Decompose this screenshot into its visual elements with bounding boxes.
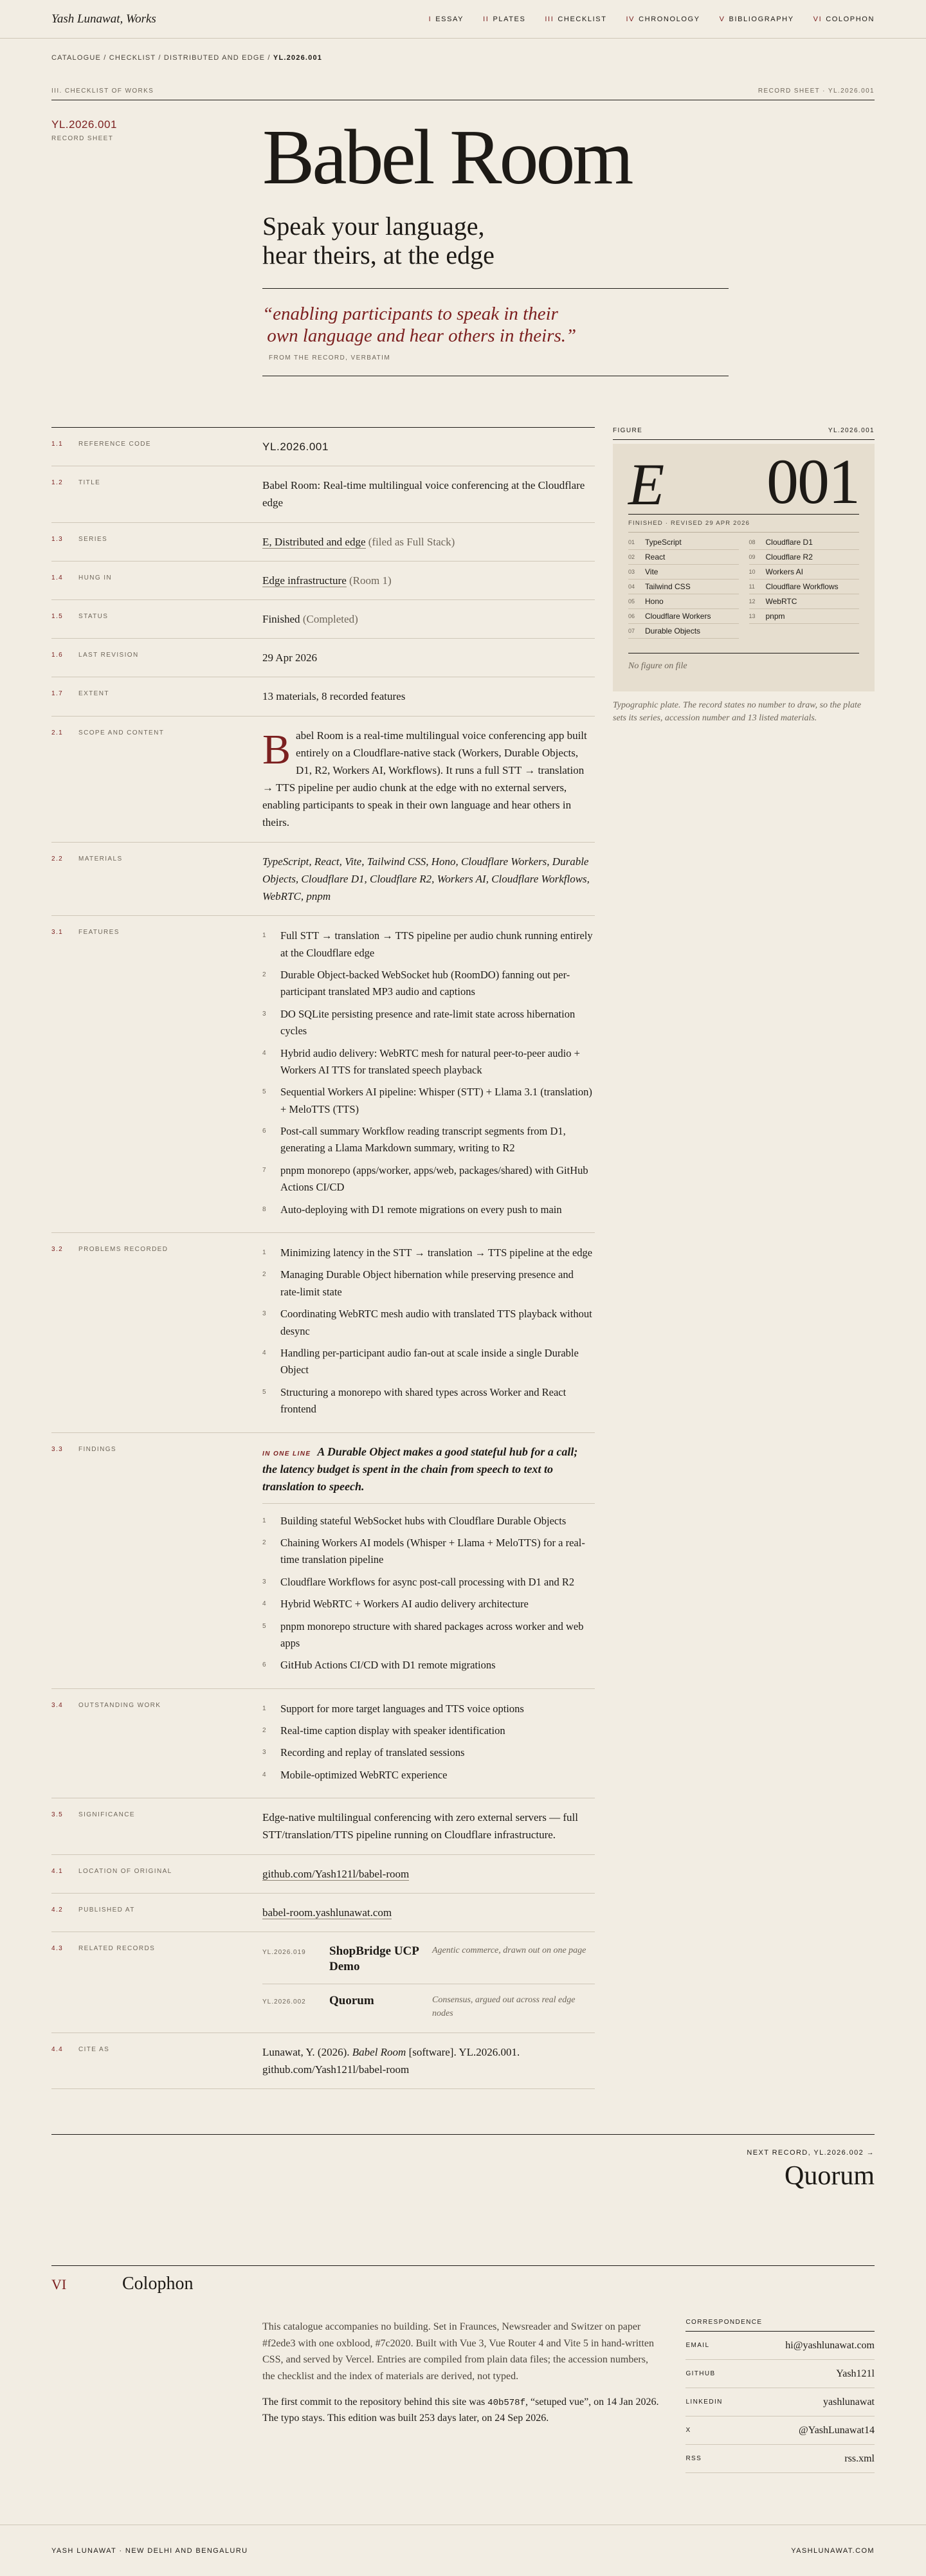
record-row-findings: 3.3 FINDINGS IN ONE LINE A Durable Object makes a good stateful hub for a call; the latency budget is spent in the chain from speech to text to translation to speech. 1 Building stateful WebSocket hubs with Cloudflare Durable Objects 2 Chaining Workers AI models (Whisper + Llama + MeloTTS) for a real-time translation pipeline 3 Cloudflare Workflows for async post-call processing with D1 and R2 4 Hybrid WebRTC + Workers AI audio delivery architecture 5 pnpm monorepo structure with shared packages across worker and web apps 6 GitHub Actions CI/CD with D1 remote migrations xyxy=(51,1433,595,1689)
site-footer xyxy=(0,2525,926,2576)
outstanding-list xyxy=(262,1699,595,1788)
list-item: 5 Sequential Workers AI pipeline: Whisper (STT) + Llama 3.1 (translation) + MeloTTS (TTS) xyxy=(262,1086,592,1115)
list-item: 6 GitHub Actions CI/CD with D1 remote migrations xyxy=(262,1659,496,1672)
extent-value: 13 materials, 8 recorded features xyxy=(262,690,406,703)
record-row-reference: 1.1 REFERENCE CODE YL.2026.001 xyxy=(51,428,595,466)
list-item: 4 Hybrid WebRTC + Workers AI audio delivery architecture xyxy=(262,1598,529,1611)
features-list xyxy=(262,926,595,1222)
accession-id: YL.2026.001 xyxy=(51,118,117,131)
record-row-related: 4.3 RELATED RECORDS YL.2026.019 ShopBridge UCP Demo Agentic commerce, drawn out on one page YL.2026.002 Quorum Consensus, argued out across real edge nodes xyxy=(51,1932,595,2033)
record-row-outstanding: 3.4 OUTSTANDING WORK 1 Support for more target languages and TTS voice options 2 Real-time caption display with speaker identification 3 Recording and replay of translated sessions 4 Mobile-optimized WebRTC experience xyxy=(51,1689,595,1799)
list-item: 6 Post-call summary Workflow reading transcript segments from D1, generating a Llama Markdown summary, writing to R2 xyxy=(262,1125,566,1155)
nav-essay[interactable]: I ESSAY xyxy=(428,15,464,23)
record-row-significance: 3.5 SIGNIFICANCE Edge-native multilingual conferencing with zero external servers — full STT/translation/TTS pipeline running on Cloudflare infrastructure. xyxy=(51,1798,595,1854)
top-nav xyxy=(0,0,926,39)
list-item: 13 pnpm xyxy=(749,609,860,624)
typographic-plate xyxy=(613,444,875,691)
list-item: 05 Hono xyxy=(628,594,739,609)
list-item: 5 pnpm monorepo structure with shared packages across worker and web apps xyxy=(262,1620,584,1649)
list-item: 8 Auto-deploying with D1 remote migrations on every push to main xyxy=(262,1203,562,1216)
list-item: 09 Cloudflare R2 xyxy=(749,550,860,565)
list-item: 08 Cloudflare D1 xyxy=(749,535,860,550)
list-item: 5 Structuring a monorepo with shared types across Worker and React frontend xyxy=(262,1385,567,1416)
brand-link[interactable]: Yash Lunawat, Works xyxy=(51,12,156,26)
record-table xyxy=(51,427,595,2089)
colophon-text: This catalogue accompanies no building. Set in Fraunces, Newsreader and Switzer on paper #f2ede3 with one oxblood, #7c2020. Built with Vue 3, Vue Router 4 and Vite 5 in hand-written CSS, and served by Vercel. Entries are compiled from plain data files; the accession numbers, the checklist and the index of materials are derived, not typed. The first commit to the repository behind this site was 40b578f, “setuped vue”, on 14 Jan 2026. The typo stays. This edition was built 253 days later, on 24 Sep 2026. xyxy=(262,2321,659,2424)
status-value: Finished xyxy=(262,612,300,625)
record-row-problems: 3.2 PROBLEMS RECORDED 1 Minimizing latency in the STT → translation → TTS pipeline at the edge 2 Managing Durable Object hibernation while preserving presence and rate-limit state 3 Coordinating WebRTC mesh audio with translated TTS playback without desync 4 Handling per-participant audio fan-out at scale inside a single Durable Object 5 Structuring a monorepo with shared types across Worker and React frontend xyxy=(51,1233,595,1433)
list-item: 04 Tailwind CSS xyxy=(628,580,739,594)
list-item: 4 Hybrid audio delivery: WebRTC mesh for natural peer-to-peer audio + Workers AI TTS for translated speech playback xyxy=(262,1046,580,1076)
contact-github: GITHUB Yash121l xyxy=(685,2360,875,2388)
problems-list xyxy=(262,1243,595,1422)
record-row-extent: 1.7 EXTENT 13 materials, 8 recorded features xyxy=(51,677,595,716)
list-item: 4 Handling per-participant audio fan-out at scale inside a single Durable Object xyxy=(262,1347,579,1376)
record-title: Babel Room: Real-time multilingual voice conferencing at the Cloudflare edge xyxy=(262,479,585,509)
pull-quote: “enabling participants to speak in their own language and hear others in theirs.” xyxy=(262,303,577,346)
list-item: 12 WebRTC xyxy=(749,594,860,609)
figure-panel xyxy=(613,427,875,2089)
list-item: 3 Recording and replay of translated sessions xyxy=(262,1746,465,1759)
list-item: 7 pnpm monorepo (apps/worker, apps/web, packages/shared) with GitHub Actions CI/CD xyxy=(262,1164,588,1194)
revision-date: 29 Apr 2026 xyxy=(262,652,317,664)
contact-email: EMAIL hi@yashlunawat.com xyxy=(685,2332,875,2360)
footer-site-link[interactable]: YASHLUNAWAT.COM xyxy=(791,2546,875,2555)
nav-colophon[interactable]: VI COLOPHON xyxy=(813,15,875,23)
colophon-number: VI xyxy=(51,2276,67,2293)
page-subtitle: Speak your language, hear theirs, at the edge xyxy=(262,212,495,269)
record-row-cite: 4.4 CITE AS Lunawat, Y. (2026). Babel Room [software]. YL.2026.001. github.com/Yash121l/babel-room xyxy=(51,2033,595,2089)
breadcrumb-current: YL.2026.001 xyxy=(273,54,323,62)
list-item: 2 Managing Durable Object hibernation while preserving presence and rate-limit state xyxy=(262,1268,574,1298)
related-record-shopbridge[interactable]: YL.2026.019 ShopBridge UCP Demo Agentic commerce, drawn out on one page xyxy=(262,1935,595,1984)
nav-checklist[interactable]: III CHECKLIST xyxy=(545,15,607,23)
room-link[interactable]: Edge infrastructure xyxy=(262,574,347,587)
hero-meta xyxy=(51,118,262,403)
list-item: 3 DO SQLite persisting presence and rate-limit state across hibernation cycles xyxy=(262,1007,576,1037)
series-letter: E xyxy=(628,452,665,517)
list-item: 3 Coordinating WebRTC mesh audio with translated TTS playback without desync xyxy=(262,1308,592,1337)
nav-plates[interactable]: II PLATES xyxy=(483,15,526,23)
record-row-location: 4.1 LOCATION OF ORIGINAL github.com/Yash121l/babel-room xyxy=(51,1855,595,1894)
record-row-status: 1.5 STATUS Finished (Completed) xyxy=(51,600,595,639)
footer-byline: YASH LUNAWAT · NEW DELHI AND BENGALURU xyxy=(51,2546,248,2555)
record-section xyxy=(51,427,875,2089)
next-record-link[interactable]: NEXT RECORD, YL.2026.002 → Quorum xyxy=(51,2134,875,2231)
list-item: 10 Workers AI xyxy=(749,565,860,580)
related-record-quorum[interactable]: YL.2026.002 Quorum Consensus, argued out across real edge nodes xyxy=(262,1993,576,2019)
list-item: 02 React xyxy=(628,550,739,565)
correspondence: CORRESPONDENCE EMAIL hi@yashlunawat.com GITHUB Yash121l LINKEDIN yashlunawat X @YashLunawat14 RSS rss.xml xyxy=(685,2319,875,2473)
section-bar xyxy=(51,87,875,100)
hero xyxy=(51,100,875,403)
no-figure-note: No figure on file xyxy=(628,653,859,671)
contact-x: X @YashLunawat14 xyxy=(685,2416,875,2445)
scope-text: Babel Room is a real-time multilingual voice conferencing app built entirely on a Cloudflare-native stack (Workers, Durable Objects, D1, R2, Workers AI, Workflows). It runs a full STT → translation → TTS pipeline per audio chunk at the edge with no external servers, enabling participants to speak in their own language and hear others in theirs. xyxy=(262,726,587,829)
list-item: 01 TypeScript xyxy=(628,535,739,550)
series-link[interactable]: E, Distributed and edge xyxy=(262,535,366,548)
section-label: III. CHECKLIST OF WORKS xyxy=(51,87,154,95)
record-row-series: 1.3 SERIES E, Distributed and edge (filed as Full Stack) xyxy=(51,523,595,562)
list-item: 2 Durable Object-backed WebSocket hub (RoomDO) fanning out per-participant translated MP3 audio and captions xyxy=(262,968,570,998)
published-link[interactable]: babel-room.yashlunawat.com xyxy=(262,1906,392,1919)
record-row-hung: 1.4 HUNG IN Edge infrastructure (Room 1) xyxy=(51,562,595,600)
colophon xyxy=(51,2265,875,2473)
accession-sub: RECORD SHEET xyxy=(51,135,114,142)
divider xyxy=(262,288,729,289)
contact-linkedin: LINKEDIN yashlunawat xyxy=(685,2388,875,2416)
nav-chronology[interactable]: IV CHRONOLOGY xyxy=(626,15,700,23)
findings-summary: IN ONE LINE A Durable Object makes a good stateful hub for a call; the latency budget is spent in the chain from speech to text to translation to speech. xyxy=(262,1443,595,1504)
list-item: 2 Real-time caption display with speaker identification xyxy=(262,1724,505,1737)
record-row-title: 1.2 TITLE Babel Room: Real-time multilingual voice conferencing at the Cloudflare edge xyxy=(51,466,595,522)
nav-bibliography[interactable]: V BIBLIOGRAPHY xyxy=(719,15,794,23)
repo-link[interactable]: github.com/Yash121l/babel-room xyxy=(262,1867,410,1880)
list-item: 03 Vite xyxy=(628,565,739,580)
accession-number: 001 xyxy=(767,446,859,517)
materials-list: TypeScript, React, Vite, Tailwind CSS, Hono, Cloudflare Workers, Durable Objects, Cloudflare D1, Cloudflare R2, Workers AI, Cloudflare Workflows, WebRTC, pnpm xyxy=(262,855,590,902)
list-item: 1 Building stateful WebSocket hubs with Cloudflare Durable Objects xyxy=(262,1514,567,1527)
list-item: 07 Durable Objects xyxy=(628,624,739,639)
breadcrumb-path[interactable]: CATALOGUE / CHECKLIST / DISTRIBUTED AND EDGE / xyxy=(51,54,273,62)
contact-rss: RSS rss.xml xyxy=(685,2445,875,2473)
figure-caption: Typographic plate. The record states no number to draw, so the plate sets its series, accession number and 13 listed materials. xyxy=(613,700,862,724)
list-item: 2 Chaining Workers AI models (Whisper + Llama + MeloTTS) for a real-time translation pipeline xyxy=(262,1536,585,1566)
citation[interactable]: Lunawat, Y. (2026). Babel Room [software]. YL.2026.001. github.com/Yash121l/babel-room xyxy=(262,2045,520,2076)
hero-main xyxy=(262,114,729,403)
list-item: 1 Minimizing latency in the STT → translation → TTS pipeline at the edge xyxy=(262,1247,593,1259)
record-sheet-label: RECORD SHEET · YL.2026.001 xyxy=(758,87,875,95)
significance-text: Edge-native multilingual conferencing with zero external servers — full STT/translation/TTS pipeline running on Cloudflare infrastructure. xyxy=(262,1811,578,1841)
drop-cap: B xyxy=(262,726,291,773)
breadcrumb xyxy=(51,39,875,75)
nav-links xyxy=(429,15,875,23)
list-item: 3 Cloudflare Workflows for async post-call processing with D1 and R2 xyxy=(262,1575,575,1588)
reference-code: YL.2026.001 xyxy=(262,441,329,453)
findings-list xyxy=(262,1512,595,1678)
record-row-published: 4.2 PUBLISHED AT babel-room.yashlunawat.com xyxy=(51,1894,595,1932)
quote-source: FROM THE RECORD, VERBATIM xyxy=(269,354,391,362)
record-row-features: 3.1 FEATURES 1 Full STT → translation → TTS pipeline per audio chunk running entirely at the Cloudflare edge 2 Durable Object-backed WebSocket hub (RoomDO) fanning out per-participant translated MP3 audio and captions 3 DO SQLite persisting presence and rate-limit state across hibernation cycles 4 Hybrid audio delivery: WebRTC mesh for natural peer-to-peer audio + Workers AI TTS for translated speech playback 5 Sequential Workers AI pipeline: Whisper (STT) + Llama 3.1 (translation) + MeloTTS (TTS) 6 Post-call summary Workflow reading transcript segments from D1, generating a Llama Markdown summary, writing to R2 7 pnpm monorepo (apps/worker, apps/web, packages/shared) with GitHub Actions CI/CD 8 Auto-deploying with D1 remote migrations on every push to main xyxy=(51,916,595,1233)
plate-meta: FINISHED · REVISED 29 APR 2026 xyxy=(628,520,859,533)
figure-header: FIGURE YL.2026.001 xyxy=(613,427,875,440)
record-row-scope: 2.1 SCOPE AND CONTENT Babel Room is a real-time multilingual voice conferencing app built entirely on a Cloudflare-native stack (Workers, Durable Objects, D1, R2, Workers AI, Workflows). It runs a full STT → translation → TTS pipeline per audio chunk at the edge with no external servers, enabling participants to speak in their own language and hear others in theirs. xyxy=(51,717,595,843)
page-title: Babel Room xyxy=(262,114,631,201)
list-item: 11 Cloudflare Workflows xyxy=(749,580,860,594)
list-item: 1 Full STT → translation → TTS pipeline per audio chunk running entirely at the Cloudflare edge xyxy=(262,929,593,959)
list-item: 06 Cloudflare Workers xyxy=(628,609,739,624)
colophon-title: Colophon xyxy=(122,2274,194,2294)
plate-materials xyxy=(628,535,859,639)
record-row-revision: 1.6 LAST REVISION 29 Apr 2026 xyxy=(51,639,595,677)
record-row-materials: 2.2 MATERIALS TypeScript, React, Vite, Tailwind CSS, Hono, Cloudflare Workers, Durable Objects, Cloudflare D1, Cloudflare R2, Workers AI, Cloudflare Workflows, WebRTC, pnpm xyxy=(51,843,595,917)
list-item: 1 Support for more target languages and TTS voice options xyxy=(262,1702,524,1715)
list-item: 4 Mobile-optimized WebRTC experience xyxy=(262,1768,448,1781)
